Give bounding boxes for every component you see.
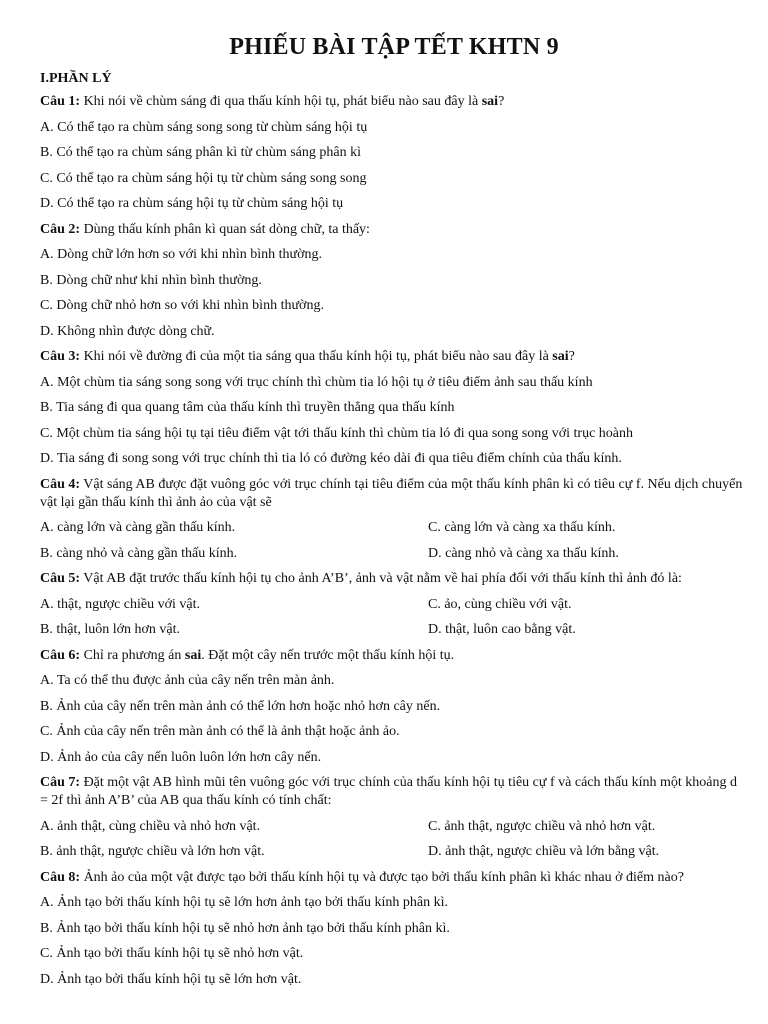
option-a: A. Ảnh tạo bởi thấu kính hội tụ sẽ lớn hơn ảnh tạo bởi thấu kính phân kì. xyxy=(40,895,448,910)
question-3 xyxy=(40,348,748,366)
option-b: B. Tia sáng đi qua quang tâm của thấu kính thì truyền thẳng qua thấu kính xyxy=(40,400,455,415)
question-6 xyxy=(40,647,748,665)
option-c: C. Có thể tạo ra chùm sáng hội tụ từ chùm sáng song song xyxy=(40,170,367,186)
option-d: D. Không nhìn được dòng chữ. xyxy=(40,323,215,339)
option-b: B. thật, luôn lớn hơn vật. xyxy=(40,622,181,637)
question-stem: Chỉ ra phương án xyxy=(80,647,185,663)
option-b: B. Có thể tạo ra chùm sáng phân kì từ chùm sáng phân kì xyxy=(40,145,361,160)
question-label: Câu 8: xyxy=(40,869,81,885)
question-label: Câu 1: xyxy=(40,94,81,109)
option-c: C. Dòng chữ nhỏ hơn so với khi nhìn bình thường. xyxy=(40,298,324,313)
option-a: A. thật, ngược chiều với vật. xyxy=(40,596,201,612)
option-c: C. càng lớn và càng xa thấu kính. xyxy=(428,520,616,535)
question-stem: Dùng thấu kính phân kì quan sát dòng chữ, ta thấy: xyxy=(80,221,370,237)
question-label: Câu 7: xyxy=(40,775,81,790)
question-label: Câu 5: xyxy=(40,571,81,586)
options-row xyxy=(40,621,748,639)
option-d: D. thật, luôn cao bằng vật. xyxy=(428,622,576,637)
option-c: C. Ảnh tạo bởi thấu kính hội tụ sẽ nhỏ hơn vật. xyxy=(40,946,304,961)
question-label: Câu 2: xyxy=(40,221,81,237)
option-d: D. Ảnh ảo của cây nến luôn luôn lớn hơn cây nến. xyxy=(40,749,322,765)
option-d: D. ảnh thật, ngược chiều và lớn bằng vật. xyxy=(428,844,660,859)
question-stem: Ảnh ảo của một vật được tạo bởi thấu kính hội tụ và được tạo bởi thấu kính phân kì khác nhau ở điểm nào? xyxy=(80,869,684,885)
option-b: B. Ảnh tạo bởi thấu kính hội tụ sẽ nhỏ hơn ảnh tạo bởi thấu kính phân kì. xyxy=(40,920,450,936)
option-a: A. Có thể tạo ra chùm sáng song song từ chùm sáng hội tụ xyxy=(40,119,368,135)
option-d: D. càng nhỏ và càng xa thấu kính. xyxy=(428,545,619,561)
section-heading: I.PHẦN LÝ xyxy=(40,71,112,86)
option-b: B. ảnh thật, ngược chiều và lớn hơn vật. xyxy=(40,844,265,859)
question-8 xyxy=(40,869,748,887)
option-b: B. càng nhỏ và càng gần thấu kính. xyxy=(40,545,238,561)
question-7 xyxy=(40,774,748,810)
question-stem: Vật sáng AB được đặt vuông góc với trục chính tại tiêu điểm của một thấu kính phân kì có tiêu cự f. Nếu dịch chuyển vật lại gần thấu kính thì ảnh ảo của vật sẽ xyxy=(40,476,743,510)
question-4 xyxy=(40,476,748,512)
option-d: D. Tia sáng đi song song với trục chính thì tia ló có đường kéo dài đi qua tiêu điểm chính của thấu kính. xyxy=(40,451,622,466)
options-row xyxy=(40,545,748,563)
option-c: C. ảo, cùng chiều với vật. xyxy=(428,596,572,612)
question-emphasis: sai xyxy=(184,647,202,663)
question-label: Câu 3: xyxy=(40,349,81,364)
question-tail: ? xyxy=(568,349,575,364)
option-b: B. Dòng chữ như khi nhìn bình thường. xyxy=(40,272,262,288)
question-emphasis: sai xyxy=(481,94,499,109)
question-stem: Đặt một vật AB hình mũi tên vuông góc với trục chính của thấu kính hội tụ tiêu cự f và cách thấu kính một khoảng d = 2f thì ảnh A’B’ của AB qua thấu kính có tính chất: xyxy=(40,775,737,808)
question-5 xyxy=(40,570,748,588)
question-label: Câu 6: xyxy=(40,647,81,663)
page-title: PHIẾU BÀI TẬP TẾT KHTN 9 xyxy=(229,34,559,60)
options-row xyxy=(40,843,748,861)
option-a: A. Dòng chữ lớn hơn so với khi nhìn bình thường. xyxy=(40,247,323,262)
question-stem: Khi nói về đường đi của một tia sáng qua thấu kính hội tụ, phát biểu nào sau đây là xyxy=(80,349,553,364)
option-a: A. ảnh thật, cùng chiều và nhỏ hơn vật. xyxy=(40,818,261,834)
option-b: B. Ảnh của cây nến trên màn ảnh có thể lớn hơn hoặc nhỏ hơn cây nến. xyxy=(40,698,441,714)
question-emphasis: sai xyxy=(552,349,569,364)
option-a: A. Ta có thể thu được ảnh của cây nến trên màn ảnh. xyxy=(40,673,335,688)
option-d: D. Có thể tạo ra chùm sáng hội tụ từ chùm sáng hội tụ xyxy=(40,196,344,211)
option-a: A. càng lớn và càng gần thấu kính. xyxy=(40,520,236,535)
options-row xyxy=(40,596,748,614)
question-1 xyxy=(40,93,748,111)
options-row xyxy=(40,818,748,836)
question-tail: . Đặt một cây nến trước một thấu kính hội tụ. xyxy=(201,647,455,663)
option-d: D. Ảnh tạo bởi thấu kính hội tụ sẽ lớn hơn vật. xyxy=(40,971,302,987)
question-2 xyxy=(40,221,748,239)
option-c: C. Ảnh của cây nến trên màn ảnh có thể là ảnh thật hoặc ảnh ảo. xyxy=(40,724,400,739)
options-row xyxy=(40,519,748,537)
option-c: C. ảnh thật, ngược chiều và nhỏ hơn vật. xyxy=(428,818,656,834)
question-label: Câu 4: xyxy=(40,476,81,492)
option-a: A. Một chùm tia sáng song song với trục chính thì chùm tia ló hội tụ ở tiêu điểm ảnh sau thấu kính xyxy=(40,374,593,390)
option-c: C. Một chùm tia sáng hội tụ tại tiêu điểm vật tới thấu kính thì chùm tia ló đi qua song song với trục hoành xyxy=(40,425,634,441)
question-tail: ? xyxy=(498,94,505,109)
question-stem: Khi nói về chùm sáng đi qua thấu kính hội tụ, phát biểu nào sau đây là xyxy=(80,94,482,109)
question-stem: Vật AB đặt trước thấu kính hội tụ cho ảnh A’B’, ảnh và vật nằm về hai phía đối với thấu kính thì ảnh đó là: xyxy=(80,571,682,586)
